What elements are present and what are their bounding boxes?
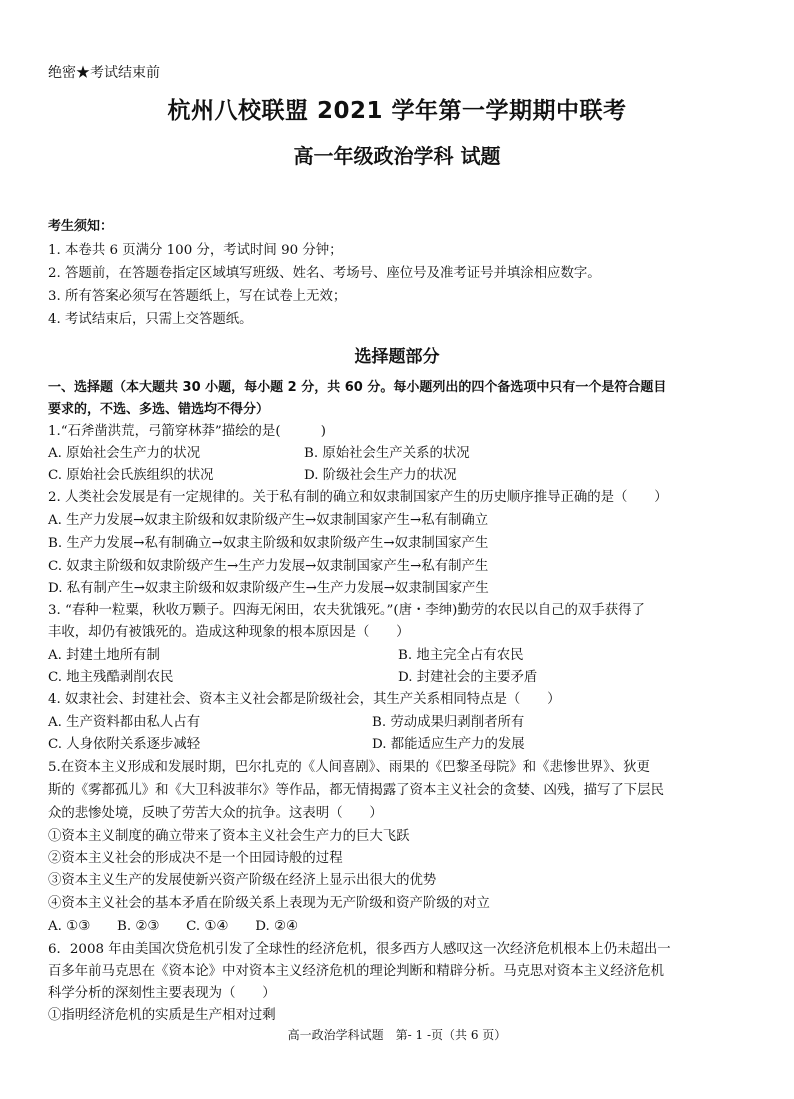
notes-item-2: 2. 答题前，在答题卷指定区域填写班级、姓名、考场号、座位号及准考证号并填涂相应数字。 <box>48 266 601 281</box>
page-footer: 高一政治学科试题 第- 1 -页（共 6 页） <box>287 1028 507 1042</box>
question-4-option-d: D. 都能适应生产力的发展 <box>372 737 525 752</box>
section-title: 选择题部分 <box>354 347 440 367</box>
question-5-statement-3: ③资本主义生产的发展使新兴资产阶级在经济上显示出很大的优势 <box>48 873 437 888</box>
question-2-option-c: C. 奴隶主阶级和奴隶阶级产生→生产力发展→奴隶制国家产生→私有制产生 <box>48 559 489 574</box>
question-1-stem: 1.“石斧凿洪荒，弓箭穿林莽”描绘的是( ) <box>48 424 326 439</box>
question-6-stem-line2: 百多年前马克思在《资本论》中对资本主义经济危机的理论判断和精辟分析。马克思对资本主义经济危机 <box>48 964 664 979</box>
question-3-option-a: A. 封建土地所有制 <box>48 648 160 663</box>
question-2-option-b: B. 生产力发展→私有制确立→奴隶主阶级和奴隶阶级产生→奴隶制国家产生 <box>48 536 489 551</box>
part-instructions-line2: 要求的，不选、多选、错选均不得分） <box>48 402 270 417</box>
exam-title: 杭州八校联盟 2021 学年第一学期期中联考 <box>167 98 627 124</box>
question-2-option-a: A. 生产力发展→奴隶主阶级和奴隶阶级产生→奴隶制国家产生→私有制确立 <box>48 513 489 528</box>
question-6-statement-1: ①指明经济危机的实质是生产相对过剩 <box>48 1008 276 1023</box>
question-1-option-d: D. 阶级社会生产力的状况 <box>304 468 457 483</box>
question-6-stem-line1: 6．2008 年由美国次贷危机引发了全球性的经济危机，很多西方人感叹这一次经济危机根本上仍未超出一 <box>48 942 671 957</box>
question-4-option-b: B. 劳动成果归剥削者所有 <box>372 715 525 730</box>
notes-heading: 考生须知： <box>48 219 114 234</box>
part-instructions-line1: 一、选择题（本大题共 30 小题，每小题 2 分，共 60 分。每小题列出的四个备选项中只有一个是符合题目 <box>48 380 667 395</box>
question-3-stem-line1: 3. “春种一粒粟，秋收万颗子。四海无闲田，农夫犹饿死。”(唐・李绅)勤劳的农民以自己的双手获得了 <box>48 603 645 618</box>
notes-item-3: 3. 所有答案必须写在答题纸上，写在试卷上无效； <box>48 289 347 304</box>
question-5-statement-1: ①资本主义制度的确立带来了资本主义社会生产力的巨大飞跃 <box>48 829 410 844</box>
notes-item-4: 4. 考试结束后，只需上交答题纸。 <box>48 312 253 327</box>
question-5-statement-4: ④资本主义社会的基本矛盾在阶级关系上表现为无产阶级和资产阶级的对立 <box>48 896 490 911</box>
question-1-option-a: A. 原始社会生产力的状况 <box>48 446 201 461</box>
question-3-option-c: C. 地主残酷剥削农民 <box>48 670 174 685</box>
question-5-options: A. ①③ B. ②③ C. ①④ D. ②④ <box>48 919 298 934</box>
question-3-stem-line2: 丰收，却仍有被饿死的。造成这种现象的根本原因是（ ） <box>48 625 410 640</box>
question-5-stem-line3: 众的悲惨处境，反映了劳苦大众的抗争。这表明（ ） <box>48 806 383 821</box>
question-2-option-d: D. 私有制产生→奴隶主阶级和奴隶阶级产生→生产力发展→奴隶制国家产生 <box>48 581 489 596</box>
question-6-stem-line3: 科学分析的深刻性主要表现为（ ） <box>48 986 276 1001</box>
question-2-stem: 2. 人类社会发展是有一定规律的。关于私有制的确立和奴隶制国家产生的历史顺序推导正确的是（ ） <box>48 490 668 505</box>
exam-subtitle: 高一年级政治学科 试题 <box>293 144 501 168</box>
question-4-option-a: A. 生产资料都由私人占有 <box>48 715 201 730</box>
question-5-statement-2: ②资本主义社会的形成决不是一个田园诗般的过程 <box>48 851 343 866</box>
question-3-option-d: D. 封建社会的主要矛盾 <box>398 670 538 685</box>
question-4-stem: 4. 奴隶社会、封建社会、资本主义社会都是阶级社会，其生产关系相同特点是（ ） <box>48 692 561 707</box>
question-5-stem-line2: 斯的《雾都孤儿》和《大卫科波菲尔》等作品，都无情揭露了资本主义社会的贪婪、凶残，描写了下层民 <box>48 783 664 798</box>
question-5-stem-line1: 5.在资本主义形成和发展时期，巴尔扎克的《人间喜剧》、雨果的《巴黎圣母院》和《悲惨世界》、狄更 <box>48 760 650 775</box>
question-3-option-b: B. 地主完全占有农民 <box>398 648 524 663</box>
question-4-option-c: C. 人身依附关系逐步减轻 <box>48 737 201 752</box>
notes-item-1: 1. 本卷共 6 页满分 100 分，考试时间 90 分钟； <box>48 243 343 258</box>
secret-label: 绝密★考试结束前 <box>48 65 160 81</box>
question-1-option-b: B. 原始社会生产关系的状况 <box>304 446 470 461</box>
question-1-option-c: C. 原始社会氏族组织的状况 <box>48 468 214 483</box>
